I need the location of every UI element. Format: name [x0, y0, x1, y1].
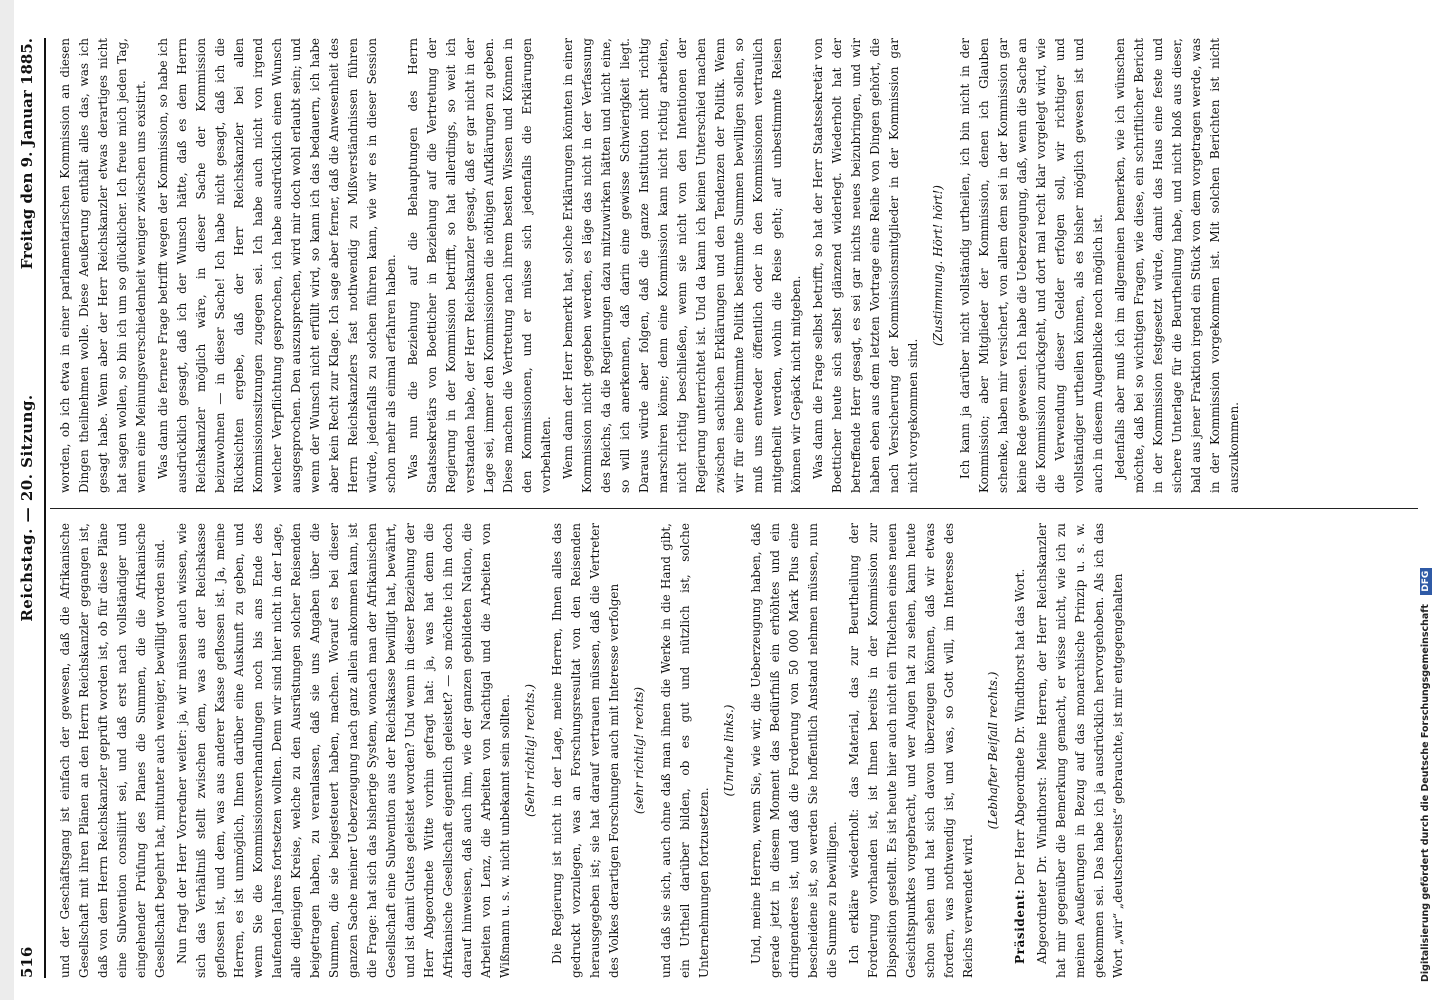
- header-title: Reichstag. — 20. Sitzung.: [18, 394, 36, 622]
- paragraph: Und, meine Herren, wenn Sie, wie wir, die Ueberzeugung haben, daß gerade jetzt in diesem Moment das Bedürfniß ein erhöhtes und ein dringenderes ist, und daß die Forderung von 50 000 Mark Plus eine bescheidene ist, so werden Sie hoffentlich Anstand nehmen müssen, nun die Summe zu bewilligen.: [749, 523, 839, 978]
- paragraph: Ich kann ja darüber nicht vollständig urtheilen, ich bin nicht in der Kommission; aber Mitglieder der Kommission, denen ich Glauben schenke, haben mir versichert, von allem dem sei in der Kommission gar keine Rede gewesen. Ich habe die Ueberzeugung, daß, wenn die Sache an die Kommission zurückgeht, und dort mal recht klar vorgelegt wird, wie die Verwendung dieser Gelder erfolgen soll, wir richtiger und vollständiger urtheilen können, als es bisher möglich gewesen ist und auch in diesem Augenblicke noch möglich ist.: [958, 38, 1105, 493]
- paragraph: Die Regierung ist nicht in der Lage, meine Herren, Ihnen alles das gedruckt vorzulegen, was an Forschungsresultat von den Reisenden herausgegeben ist; sie hat darauf vertrauen müssen, daß die Vertreter des Volkes derartigen Forschungen auch mit Interesse verfolgen: [550, 523, 621, 978]
- page-header: [18, 38, 40, 978]
- right-column: [56, 38, 1422, 493]
- left-column: [56, 523, 1422, 978]
- remark: (sehr richtig! rechts): [632, 686, 646, 815]
- remark: (Zustimmung. Hört! hört!): [931, 185, 945, 346]
- header-rule: [44, 38, 46, 978]
- paragraph: worden, ob ich etwa in einer parlamentarischen Kommission an diesen Dingen theilnehmen wolle. Diese Aeußerung enthält alles das, was ich gesagt habe. Wenn aber der Herr Reichskanzler etwas derartiges nicht hat sagen wollen, so bin ich um so glücklicher. Ich freue mich jeden Tag, wenn eine Meinungsverschiedenheit weniger zwischen uns existirt.: [58, 38, 148, 493]
- paragraph: Jedenfalls aber muß ich im allgemeinen bemerken, wie ich wünschen möchte, daß bei so wichtigen Fragen, wie diese, ein schriftlicher Bericht in der Kommission festgesetzt würde, damit das Haus eine feste und sichere Unterlage für die Beurtheilung habe, und nicht bloß aus dieser, bald aus jener Fraktion irgend ein Stück von dem vorgetragen werde, was in der Kommission vorgekommen ist. Mit solchen Berichten ist nicht auszukommen.: [1113, 38, 1241, 493]
- paragraph: und daß sie sich, auch ohne daß man ihnen die Werke in die Hand gibt, ein Urtheil darüber bilden, ob es gut und nützlich ist, solche Unternehmungen fortzusetzen.: [659, 523, 711, 978]
- paragraph: und der Geschäftsgang ist einfach der gewesen, daß die Afrikanische Gesellschaft mit ihren Plänen an den Herrn Reichskanzler gegangen ist, daß von dem Herrn Reichskanzler geprüft worden ist, ob für diese Pläne eine Subvention consiliirt sei, und daß erst nach vollständiger und eingehender Prüfung des Planes die Summen, die die Afrikanische Gesellschaft begehrt hat, mitunter auch weniger, bewilligt worden sind.: [58, 523, 167, 978]
- paragraph: Was nun die Beziehung auf die Behauptungen des Herrn Staatssekretärs von Boetticher in Beziehung auf die Vertretung der Regierung in der Kommission betrifft, so hat allerdings, so weit ich verstanden habe, der Herr Reichskanzler gesagt, daß er gar nicht in der Lage sei, immer den Kommissionen die nöthigen Aufklärungen zu geben. Diese machen die Vertretung nach ihrem besten Wissen und Können in den Kommissionen, und er müsse sich jedenfalls die Erklärungen vorbehalten.: [406, 38, 553, 493]
- digitization-credit-strip: [1418, 0, 1432, 1000]
- speaker-text: Der Herr Abgeordnete Dr. Windthorst hat das Wort.: [1013, 568, 1027, 885]
- digitization-credit: Digitalisierung gefördert durch die Deutsche Forschungsgemeinschaft: [1420, 604, 1431, 982]
- paragraph: Wenn dann der Herr bemerkt hat, solche Erklärungen könnten in einer Kommission nicht gegeben werden, es läge das nicht in der Verfassung des Reichs, da die Regierungen dazu mitzuwirken hätten und nicht eine, so will ich anerkennen, daß darin eine gewisse Schwierigkeit liegt. Daraus würde aber folgen, daß die ganze Institution nicht richtig marschiren könne; denn eine Kommission kann nicht richtig arbeiten, nicht richtig beschließen, wenn sie nicht von den Intentionen der Regierung unterrichtet ist. Und da kann ich keinen Unterschied machen zwischen sachlichen Erklärungen und den Tendenzen der Politik. Wenn wir für eine bestimmte Politik bestimmte Summen bewilligen sollen, so muß uns entweder öffentlich oder in den Kommissionen vertraulich mitgetheilt werden, wohin die Reise geht; auf unbestimmte Reisen können wir Gepäck nicht mitgeben.: [561, 38, 803, 493]
- speaker-label: Präsident:: [1013, 888, 1027, 964]
- paragraph: Ich erkläre wiederholt: das Material, das zur Beurtheilung der Forderung vorhanden ist, ist Ihnen bereits in der Kommission zur Disposition gestellt. Es ist heute hier auch nicht ein Titelchen eines neuen Gesichtspunktes vorgebracht, und wer Augen hat zu sehen, kann heute schon sehen und hat sich davon überzeugen können, daß wir etwas fordern, was nothwendig ist, und was, so Gott will, im Interesse des Reichs verwendet wird.: [847, 523, 975, 978]
- paragraph: Abgeordneter Dr. Windthorst: Meine Herren, der Herr Reichskanzler hat mir gegenüber die Bemerkung gemacht, er wisse nicht, wie ich zu meinen Aeußerungen in Bezug auf das monarchische Prinzip u. s. w. gekommen sei. Das habe ich ja ausdrücklich hervorgehoben. Als ich das Wort „wir“ „deutscherseits“ gebrauchte, ist mir entgegengehalten: [1035, 523, 1125, 978]
- column-divider: [50, 508, 1422, 509]
- paragraph: Nun fragt der Herr Vorredner weiter: ja, wir müssen auch wissen, wie sich das Verhältniß stellt zwischen dem, was aus der Reichskasse geflossen ist, und dem, was aus anderer Kasse geflossen ist. Ja, meine Herren, es ist unmöglich, Ihnen darüber eine Auskunft zu geben, und wenn Sie die Kommissionsverhandlungen noch bis ans Ende des laufenden Jahres fortsetzen wollten. Denn wir sind hier nicht in der Lage, alle diejenigen Kreise, welche zu den Ausrüstungen solcher Reisenden beigetragen haben, zu veranlassen, daß sie uns Angaben über die Summen, die sie beigesteuert haben, machen. Worauf es bei dieser ganzen Sache meiner Ueberzeugung nach ganz allein ankommen kann, ist die Frage: hat sich das bisherige System, wonach man der Afrikanischen Gesellschaft eine Subvention aus der Reichskasse bewilligt hat, bewährt, und ist damit Gutes geleistet worden? Und wenn in dieser Beziehung der Herr Abgeordnete Witte vorhin gefragt hat: ja, was hat denn die Afrikanische Gesellschaft eigentlich geleistet? — so möchte ich ihn doch darauf hinweisen, daß auch ihm, wie der ganzen gebildeten Nation, die Arbeiten von Lenz, die Arbeiten von Nachtigal und die Arbeiten von Wißmann u. s. w. nicht unbekannt sein sollten.: [175, 523, 512, 978]
- header-date: Freitag den 9. Januar 1885.: [18, 38, 36, 270]
- paragraph: Was dann die fernere Frage betrifft wegen der Kommission, so habe ich ausdrücklich gesagt, daß ich der Wunsch hätte, daß es dem Herrn Reichskanzler möglich wäre, in dieser Sache der Kommission beizuwohnen — in dieser Sache! Ich habe nicht gesagt, daß ich die Rücksichten ergebe, daß der Herr Reichskanzler bei allen Kommissionssitzungen zugegen sei. Ich habe auch nicht von irgend welcher Verpflichtung gesprochen, ich habe ausdrücklich einen Wunsch ausgesprochen. Den auszusprechen, wird mir doch wohl erlaubt sein; und wenn der Wunsch nicht erfüllt wird, so kann ich das bedauern, ich habe aber kein Recht zur Klage. Ich sage aber ferner, daß die Anwesenheit des Herrn Reichskanzlers fast nothwendig zu Mißverständnissen führen würde, jedenfalls zu solchen führen kann, wie wir es in dieser Session schon mehr als einmal erfahren haben.: [156, 38, 398, 493]
- scan-edge: [0, 0, 14, 1000]
- remark: (Unruhe links.): [722, 704, 736, 797]
- remark: (Lebhafter Beifall rechts.): [986, 671, 1000, 830]
- page-number: 516: [18, 946, 36, 978]
- dfg-logo: DFG: [1420, 568, 1432, 595]
- paragraph: Was dann die Frage selbst betrifft, so hat der Herr Staatssekretär von Boetticher heute sich selbst glänzend widerlegt. Wiederholt hat der betreffende Herr gesagt, es sei gar nichts neues beizubringen, und wir haben eben aus dem letzten Vortrage eine Reihe von Dingen gehört, die nach Versicherung der Kommissionsmitglieder in der Kommission gar nicht vorgekommen sind.: [811, 38, 920, 493]
- remark: (Sehr richtig! rechts.): [523, 683, 537, 818]
- president-line: [1011, 523, 1030, 978]
